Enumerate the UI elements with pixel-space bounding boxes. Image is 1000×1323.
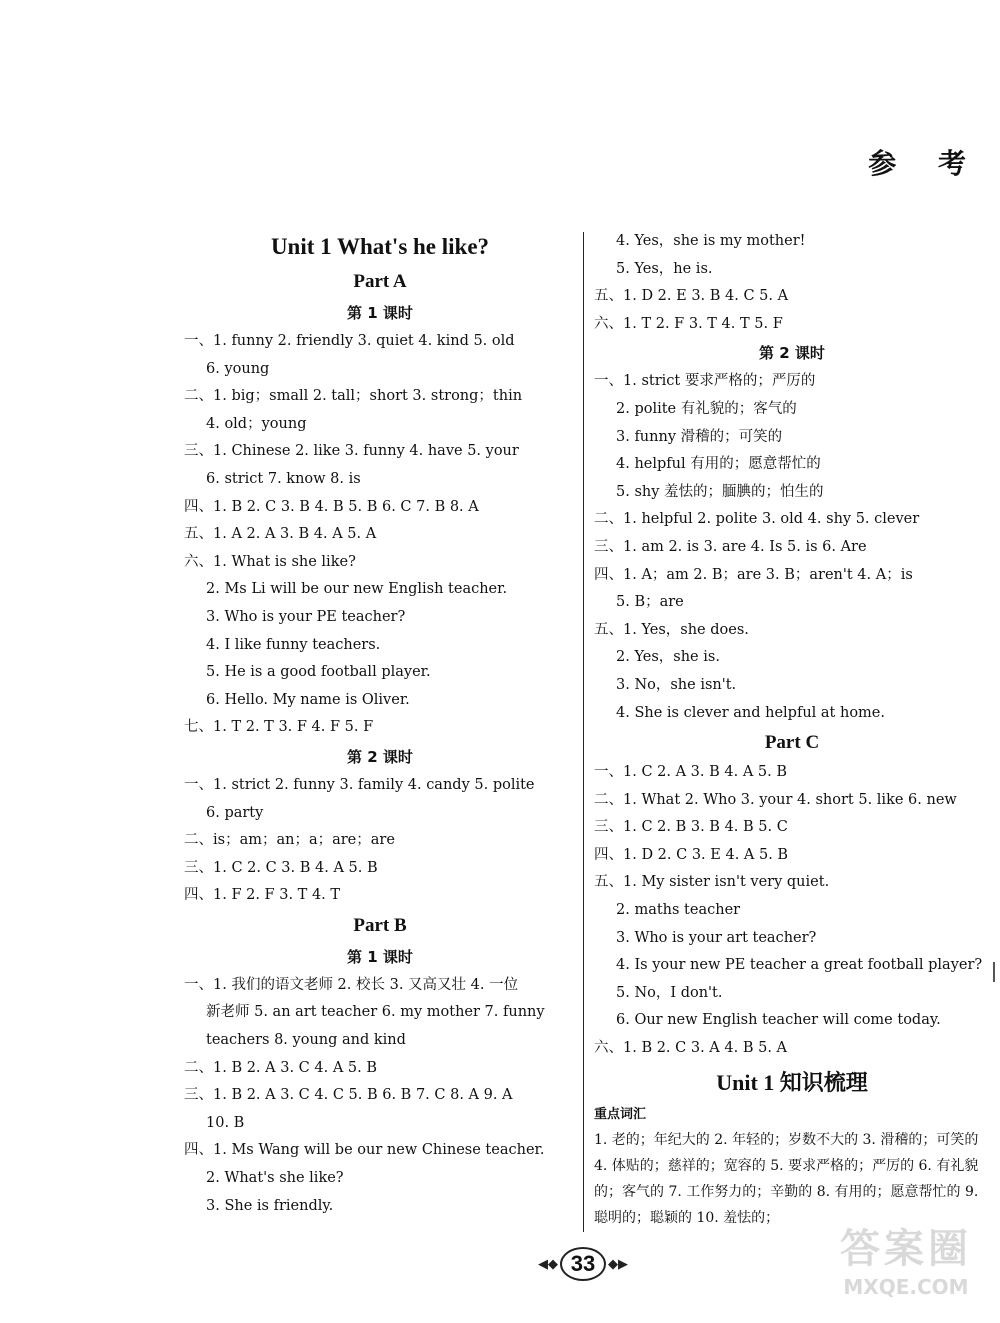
answer-line: 四、1. Ms Wang will be our new Chinese teacher. — [184, 1142, 545, 1159]
answer-line: 4. Is your new PE teacher a great football player? — [616, 957, 983, 974]
answer-line: 3. Who is your PE teacher? — [206, 608, 406, 625]
lesson-2-title: 第 2 课时 — [347, 747, 413, 766]
answer-line: 6. party — [206, 804, 264, 821]
page-number-badge — [538, 1244, 628, 1284]
part-a-lesson-1-answers — [184, 328, 576, 742]
answer-line: 五、1. My sister isn't very quiet. — [594, 874, 830, 891]
answer-line: 四、1. B 2. C 3. B 4. B 5. B 6. C 7. B 8. A — [184, 498, 479, 515]
answer-line: 6. young — [206, 360, 270, 377]
key-vocabulary-heading: 重点词汇 — [594, 1106, 647, 1122]
answer-line: 六、1. T 2. F 3. T 4. T 5. F — [594, 315, 783, 332]
part-a-title: Part A — [353, 271, 407, 292]
answer-line: 2. maths teacher — [616, 902, 741, 919]
answer-line: 4. old；young — [206, 415, 307, 432]
answer-line: 五、1. Yes，she does. — [594, 621, 749, 638]
answer-line: 三、1. C 2. C 3. B 4. A 5. B — [184, 859, 378, 876]
answer-line: 一、1. funny 2. friendly 3. quiet 4. kind 5. old — [184, 333, 515, 349]
answer-line: 2. What's she like? — [206, 1170, 344, 1187]
answer-line: 五、1. D 2. E 3. B 4. C 5. A — [594, 288, 789, 305]
answer-line: 二、1. B 2. A 3. C 4. A 5. B — [184, 1059, 378, 1076]
answer-line: 10. B — [206, 1114, 245, 1131]
left-column — [184, 228, 576, 1220]
answer-line: 四、1. D 2. C 3. E 4. A 5. B — [594, 846, 789, 863]
answer-line: 5. Yes，he is. — [616, 260, 713, 277]
page-header-title: 参 考 — [868, 147, 982, 180]
part-b-lesson-1-answers — [184, 972, 576, 1220]
answer-line: 新老师 5. an art teacher 6. my mother 7. funny — [206, 1004, 545, 1021]
answer-line: teachers 8. young and kind — [206, 1032, 406, 1049]
part-a-lesson-2-answers — [184, 772, 576, 910]
column-divider — [583, 232, 584, 1232]
answer-line: 5. He is a good football player. — [206, 664, 431, 681]
answer-line: 5. B；are — [616, 594, 684, 611]
answer-line: 6. strict 7. know 8. is — [206, 470, 361, 487]
answer-line: 三、1. am 2. is 3. are 4. Is 5. is 6. Are — [594, 538, 867, 555]
knowledge-summary-title: Unit 1 知识梳理 — [716, 1069, 868, 1095]
lesson-2b-title: 第 2 课时 — [759, 344, 825, 363]
answer-line: 二、1. helpful 2. polite 3. old 4. shy 5. clever — [594, 511, 920, 528]
page-number: 33 — [560, 1247, 606, 1281]
answer-line: 4. She is clever and helpful at home. — [616, 704, 886, 721]
answer-line: 5. shy 羞怯的；腼腆的；怕生的 — [616, 483, 824, 500]
answer-line: 2. Ms Li will be our new English teacher. — [206, 581, 508, 598]
key-vocabulary-text: 1. 老的；年纪大的 2. 年轻的；岁数不大的 3. 滑稽的；可笑的 4. 体贴的；慈祥的；宽容的 5. 要求严格的；严厉的 6. 有礼貌的；客气的 7. 工作努力的；辛勤的 8. 有用的；愿意帮忙的 9. 聪明的；聪颖的 10. 羞怯的； — [594, 1131, 979, 1226]
answer-line: 四、1. A；am 2. B；are 3. B；aren't 4. A；is — [594, 566, 913, 583]
answer-line: 6. Our new English teacher will come today. — [616, 1012, 941, 1029]
part-c-answers — [594, 759, 990, 1063]
answer-line: 2. Yes，she is. — [616, 649, 720, 666]
answer-line: 三、1. C 2. B 3. B 4. B 5. C — [594, 819, 788, 836]
decorative-right-icon: ◆▶ — [608, 1256, 628, 1272]
part-b-lesson-1-answers-continued — [594, 228, 990, 338]
answer-line: 二、1. big；small 2. tall；short 3. strong；thin — [184, 388, 523, 405]
answer-line: 6. Hello. My name is Oliver. — [206, 691, 410, 708]
unit-title: Unit 1 What's he like? — [270, 234, 490, 259]
answer-line: 3. funny 滑稽的；可笑的 — [616, 428, 783, 445]
answer-line: 五、1. A 2. A 3. B 4. A 5. A — [184, 526, 377, 543]
answer-line: 4. helpful 有用的；愿意帮忙的 — [616, 456, 821, 473]
answer-line: 3. No，she isn't. — [616, 676, 737, 693]
answer-line: 一、1. C 2. A 3. B 4. A 5. B — [594, 764, 788, 781]
answer-line: 3. She is friendly. — [206, 1197, 334, 1214]
answer-line: 二、is；am；an；a；are；are — [184, 832, 395, 849]
part-b-title: Part B — [353, 914, 407, 936]
answer-line: 二、1. What 2. Who 3. your 4. short 5. like 6. new — [594, 791, 957, 808]
answer-line: 七、1. T 2. T 3. F 4. F 5. F — [184, 719, 374, 736]
answer-line: 六、1. What is she like? — [184, 553, 356, 570]
watermark — [820, 1225, 992, 1315]
answer-line: 4. I like funny teachers. — [206, 636, 381, 653]
answer-line: 4. Yes，she is my mother! — [616, 233, 806, 249]
answer-line: 四、1. F 2. F 3. T 4. T — [184, 887, 341, 904]
right-column — [594, 228, 990, 1231]
answer-line: 一、1. strict 2. funny 3. family 4. candy 5. polite — [184, 776, 535, 793]
lesson-1-title: 第 1 课时 — [347, 304, 413, 322]
watermark-logo: 答案圈 — [840, 1226, 972, 1272]
part-c-title: Part C — [764, 732, 820, 754]
answer-line: 三、1. B 2. A 3. C 4. C 5. B 6. B 7. C 8. A 9. A — [184, 1087, 513, 1104]
lesson-1b-title: 第 1 课时 — [347, 947, 413, 966]
answer-line: 一、1. 我们的语文老师 2. 校长 3. 又高又壮 4. 一位 — [184, 976, 519, 993]
watermark-url: MXQE.COM — [843, 1275, 969, 1299]
answer-line: 六、1. B 2. C 3. A 4. B 5. A — [594, 1040, 788, 1057]
answer-line: 3. Who is your art teacher? — [616, 929, 817, 946]
margin-mark — [993, 962, 995, 982]
answer-line: 一、1. strict 要求严格的；严厉的 — [594, 373, 816, 390]
answer-line: 5. No，I don't. — [616, 984, 723, 1001]
answer-line: 2. polite 有礼貌的；客气的 — [616, 400, 797, 417]
part-b-lesson-2-answers — [594, 368, 990, 727]
answer-line: 三、1. Chinese 2. like 3. funny 4. have 5. your — [184, 443, 519, 460]
decorative-left-icon: ◀◆ — [538, 1256, 558, 1272]
